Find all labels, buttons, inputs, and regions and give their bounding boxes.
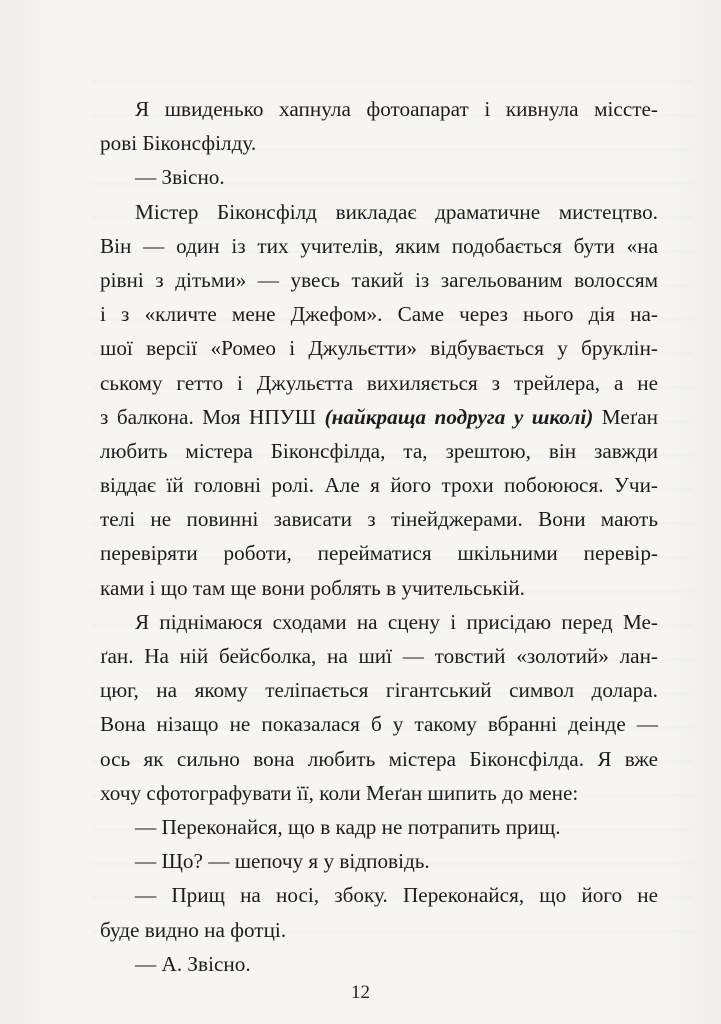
text-line-content: рові Біконсфілду. [100, 131, 257, 156]
text-line [100, 742, 658, 776]
text-line [100, 571, 658, 605]
text-line [100, 331, 658, 365]
text-line-tail: Меґан [593, 404, 658, 429]
text-line [100, 468, 658, 502]
text-line-content: — Що? — шепочу я у відповідь. [135, 849, 430, 874]
text-line [100, 707, 658, 741]
text-line [100, 92, 658, 126]
text-line [100, 536, 658, 570]
text-line [100, 195, 658, 229]
text-line [100, 605, 658, 639]
text-line-content: хочу сфотографувати її, коли Меґан шипить до мене: [100, 780, 579, 805]
text-line-content: з балкона. Моя НПУШ [100, 404, 325, 429]
text-line [100, 126, 658, 160]
text-line-content: — Переконайся, що в кадр не потрапить прищ. [135, 814, 561, 839]
text-line [100, 878, 658, 912]
text-line [100, 844, 658, 878]
text-line [100, 673, 658, 707]
body-text [100, 92, 658, 981]
text-line-content: любить містера Біконсфілда, та, зрештою, він завжди [100, 438, 658, 463]
text-line-content: ось як сильно вона любить містера Біконсфілда. Я вже [100, 746, 658, 771]
emphasized-text: (найкраща подруга у школі) [324, 404, 594, 429]
text-line-content: Вона нізащо не показалася б у такому вбранні деінде — [100, 712, 658, 737]
text-line-content: Містер Біконсфілд викладає драматичне мистецтво. [135, 199, 658, 224]
text-line [100, 263, 658, 297]
text-line [100, 947, 658, 981]
text-line-content: телі не повинні зависати з тінейджерами. Вони мають [100, 507, 658, 532]
text-line-content: Він — один із тих учителів, яким подобається бути «на [100, 233, 658, 258]
text-line [100, 810, 658, 844]
text-line [100, 434, 658, 468]
text-line-content: ками і що там ще вони роблять в учительській. [100, 575, 525, 600]
text-line-content: рівні з дітьми» — увесь такий із загельованим волоссям [100, 267, 658, 292]
text-line [100, 229, 658, 263]
text-line [100, 776, 658, 810]
text-line [100, 160, 658, 194]
text-line-content: Я піднімаюся сходами на сцену і присідаю перед Ме- [135, 609, 658, 634]
text-line [100, 400, 658, 434]
text-line-content: і з «кличте мене Джефом». Саме через нього дія на- [100, 302, 658, 327]
text-line [100, 639, 658, 673]
text-line-content: ському гетто і Джульєтта вихиляється з трейлера, а не [100, 370, 658, 395]
text-line-content: ґан. На ній бейсболка, на шиї — товстий «золотий» лан- [100, 644, 658, 668]
text-line-content: — Звісно. [135, 165, 225, 190]
text-line [100, 502, 658, 536]
text-line-content: перевіряти роботи, перейматися шкільними перевір- [100, 541, 658, 566]
text-line-content: віддає їй головні ролі. Але я його трохи побоююся. Учи- [100, 473, 658, 498]
text-line [100, 913, 658, 947]
text-line [100, 297, 658, 331]
text-line [100, 366, 658, 400]
text-line-content: шої версії «Ромео і Джульєтти» відбувається у бруклін- [100, 336, 658, 361]
text-line-content: Я швиденько хапнула фотоапарат і кивнула міссте- [135, 97, 658, 121]
text-line-content: — А. Звісно. [135, 951, 251, 976]
text-line-content: цюг, на якому теліпається гігантський символ долара. [100, 678, 658, 703]
page-number: 12 [351, 982, 370, 1003]
text-line-content: — Прищ на носі, збоку. Переконайся, що його не [135, 883, 658, 908]
text-line-content: буде видно на фотці. [100, 917, 287, 942]
